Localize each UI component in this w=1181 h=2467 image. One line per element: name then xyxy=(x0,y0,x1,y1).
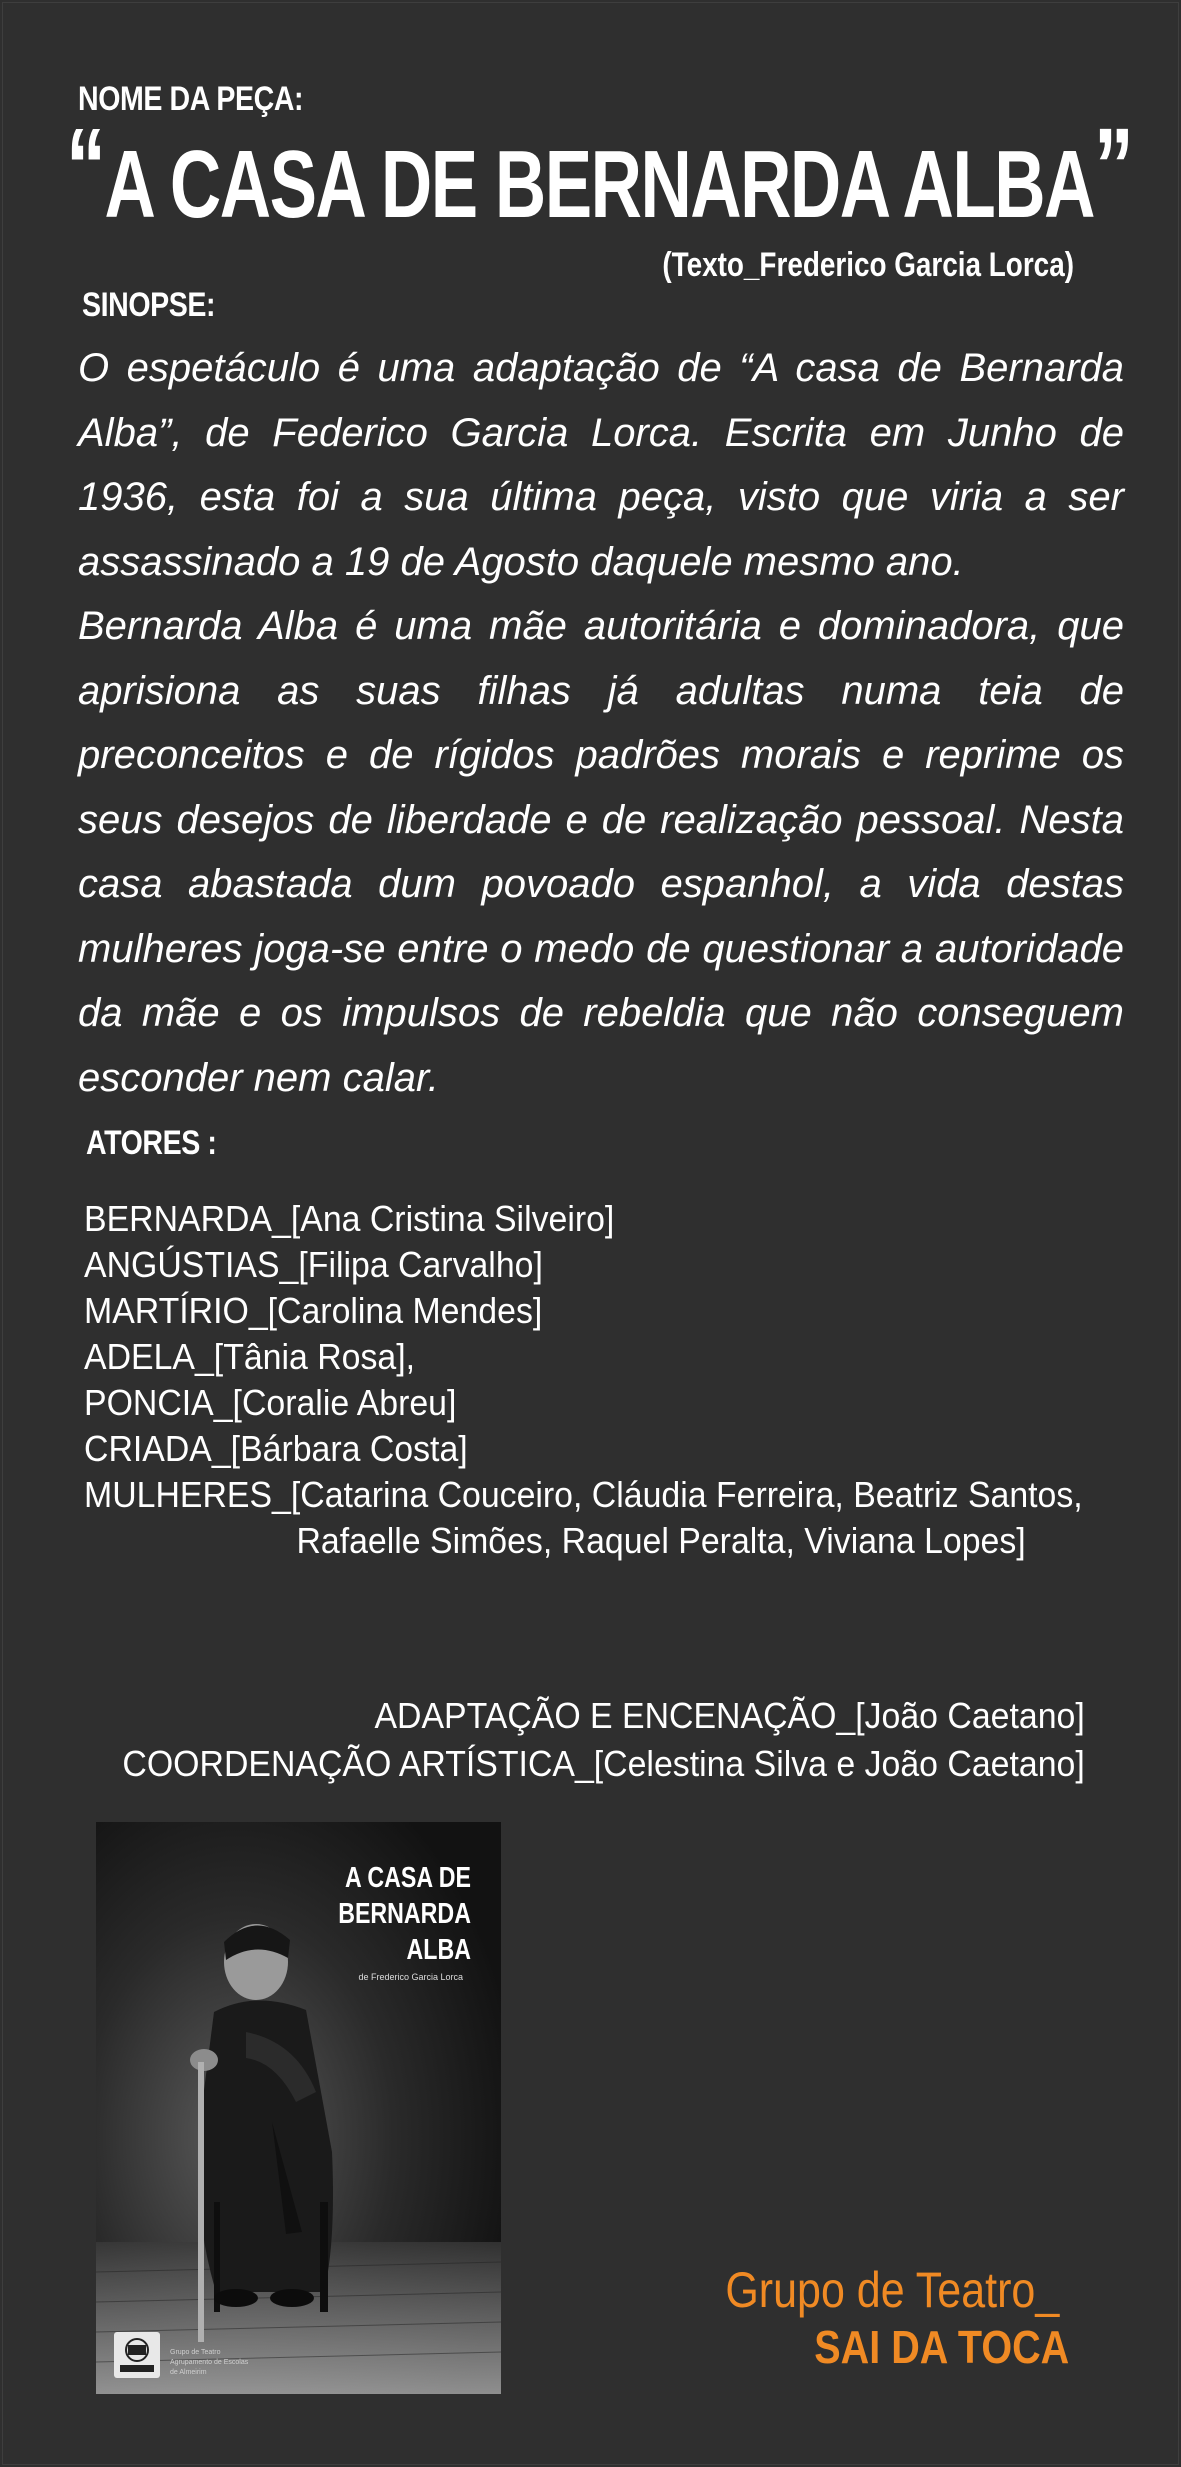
synopsis-label: SINOPSE: xyxy=(82,286,216,324)
synopsis-paragraph-2: Bernarda Alba é uma mãe autoritária e dominadora, que aprisiona as suas filhas já adultas numa teia de preconceitos e de rígidos padrões morais e reprime os seus desejos de liberdade e de realização pessoal. Nesta casa abastada dum povoado espanhol, a vida destas mulheres joga-se entre o medo de questionar a autoridade da mãe e os impulsos de rebeldia que não conseguem esconder nem calar. xyxy=(78,604,1124,1100)
cast-line: MARTÍRIO_[Carolina Mendes] xyxy=(84,1290,543,1331)
group-logo-icon xyxy=(114,2332,160,2378)
adaptation-credit: ADAPTAÇÃO E ENCENAÇÃO_[João Caetano] xyxy=(374,1695,1085,1736)
group-name-line-1: Grupo de Teatro_ xyxy=(725,2262,1059,2318)
synopsis-text xyxy=(78,336,1124,1110)
cast-label: ATORES : xyxy=(86,1124,217,1162)
play-title-text: A CASA DE BERNARDA ALBA xyxy=(104,131,1094,238)
cast-line: MULHERES_[Catarina Couceiro, Cláudia Ferreira, Beatriz Santos, xyxy=(84,1474,1083,1515)
cast-line: ADELA_[Tânia Rosa], xyxy=(84,1336,416,1377)
poster-author: de Frederico Garcia Lorca xyxy=(358,1972,463,1982)
play-title xyxy=(66,105,1133,238)
poster-image xyxy=(96,1822,501,2394)
play-author-subtitle: (Texto_Frederico Garcia Lorca) xyxy=(662,246,1074,284)
coordination-credit: COORDENAÇÃO ARTÍSTICA_[Celestina Silva e João Caetano] xyxy=(122,1743,1085,1784)
cast-line: PONCIA_[Coralie Abreu] xyxy=(84,1382,457,1423)
poster-title-line: A CASA DE xyxy=(345,1862,471,1894)
play-name-label: NOME DA PEÇA: xyxy=(78,80,304,118)
cast-line: BERNARDA_[Ana Cristina Silveiro] xyxy=(84,1198,615,1239)
theatre-group xyxy=(671,2262,1069,2376)
cast-list xyxy=(84,1196,1083,1564)
cast-line: Rafaelle Simões, Raquel Peralta, Viviana Lopes] xyxy=(296,1520,1026,1561)
group-name-line-2: SAI DA TOCA xyxy=(814,2321,1069,2373)
synopsis-paragraph-1: O espetáculo é uma adaptação de “A casa de Bernarda Alba”, de Federico Garcia Lorca. Escrita em Junho de 1936, esta foi a sua última peça, visto que viria a ser assassinado a 19 de Agosto daquele mesmo ano. xyxy=(78,346,1124,584)
cast-line: CRIADA_[Bárbara Costa] xyxy=(84,1428,468,1469)
credits xyxy=(123,1692,1085,1788)
poster-credit: Grupo de Teatro Agrupamento de Escolas de Almeirim xyxy=(170,2349,249,2376)
poster-title xyxy=(338,1860,471,1968)
poster-title-line: ALBA xyxy=(406,1934,471,1966)
close-quote: ” xyxy=(1093,105,1133,226)
poster-logo xyxy=(114,2332,160,2378)
poster-title-line: BERNARDA xyxy=(338,1898,471,1930)
open-quote: “ xyxy=(66,105,105,226)
cast-line: ANGÚSTIAS_[Filipa Carvalho] xyxy=(84,1244,543,1285)
